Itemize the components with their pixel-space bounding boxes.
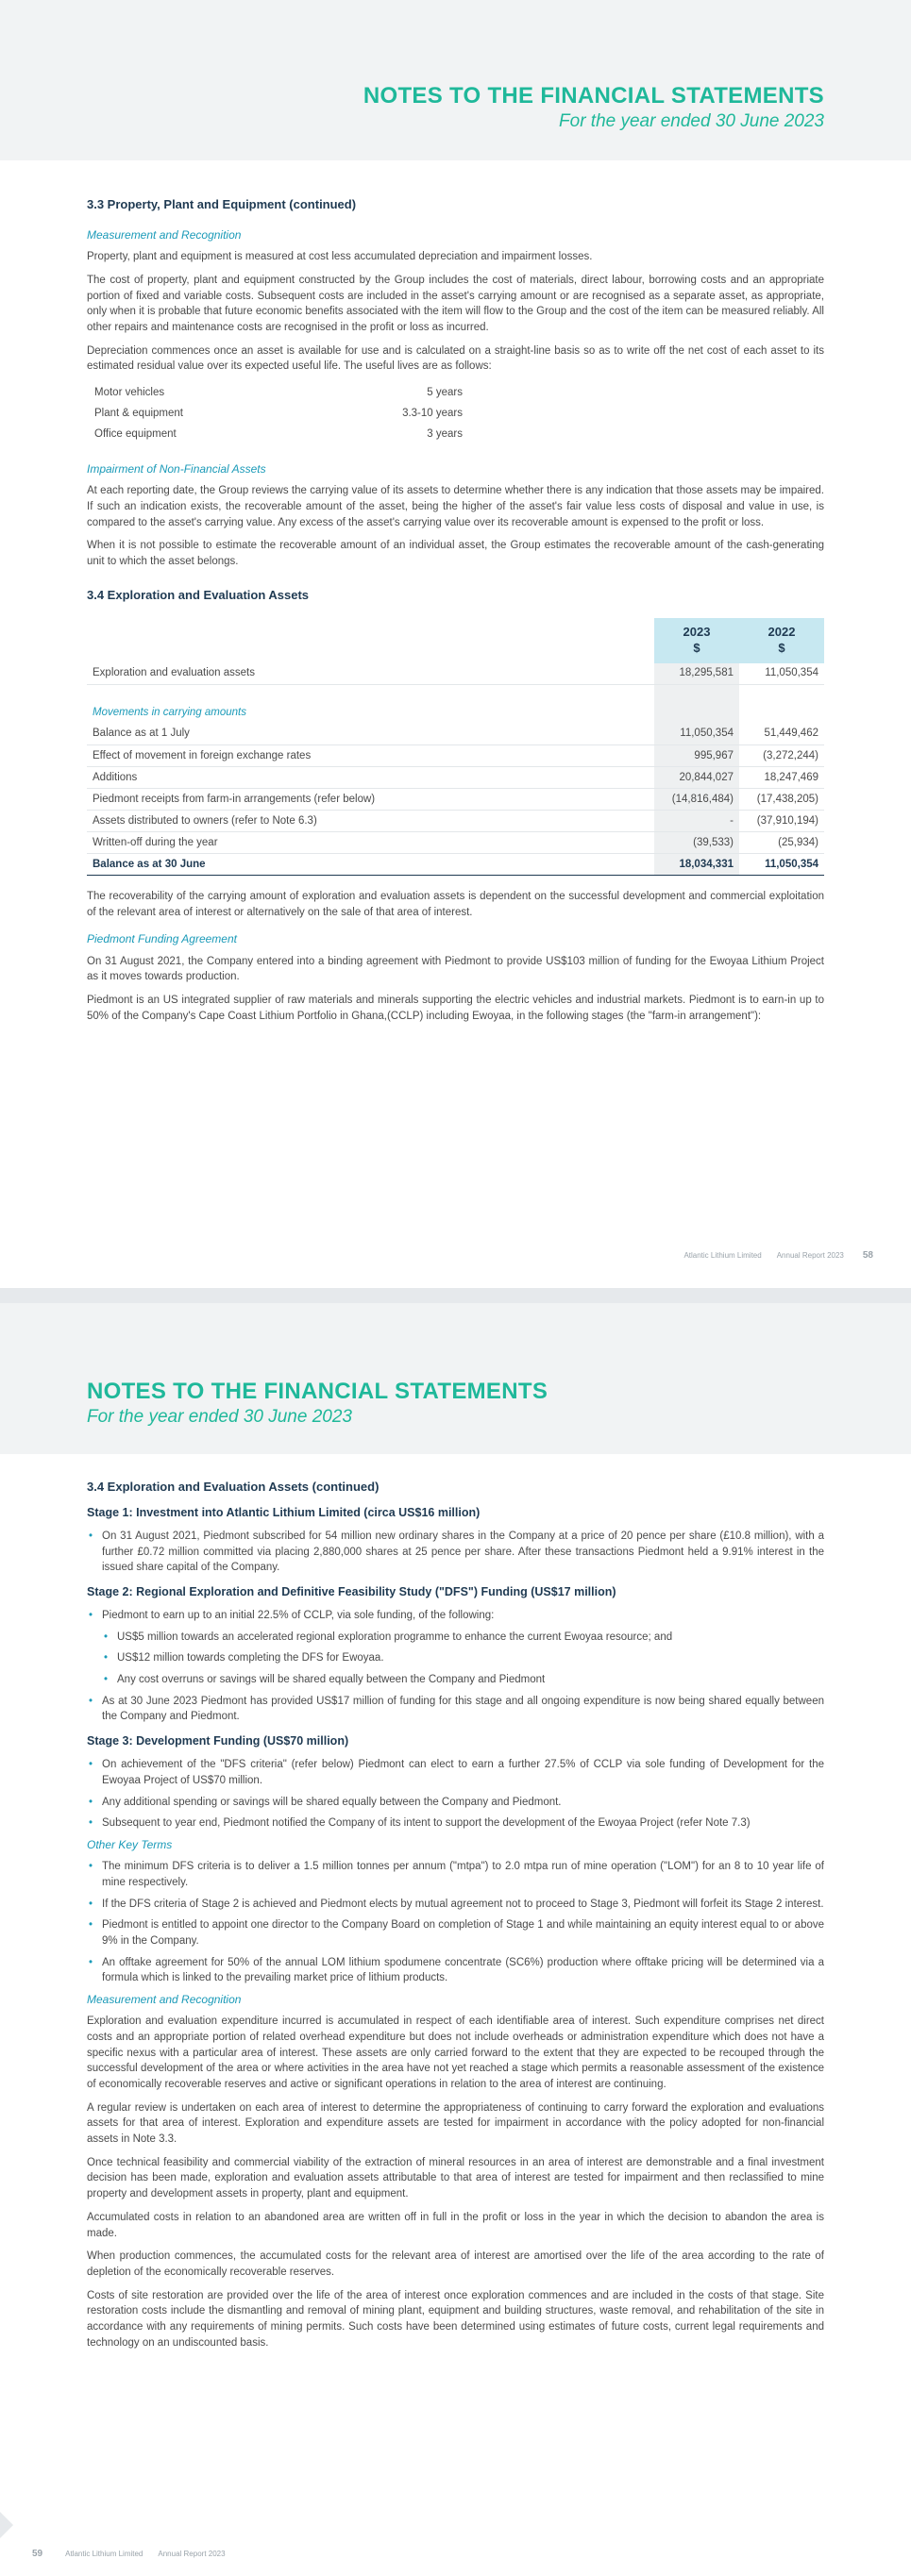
row-label: Balance as at 30 June: [87, 854, 654, 876]
table-row: [87, 811, 824, 832]
value-2022: (37,910,194): [739, 811, 824, 832]
stage3-list: [87, 1757, 824, 1832]
row-label: Additions: [87, 767, 654, 789]
value-2022: (17,438,205): [739, 789, 824, 811]
page-footer: [0, 2540, 911, 2568]
value-2023: 18,034,331: [654, 854, 739, 876]
page-content: [0, 1454, 911, 2350]
list-item: • If the DFS criteria of Stage 2 is achieved and Piedmont elects by mutual agreement not to proceed to Stage 3, Piedmont will forfeit its Stage 2 interest.: [87, 1897, 824, 1913]
table-row: [87, 724, 824, 745]
subheading: Other Key Terms: [87, 1837, 173, 1851]
table-row: [87, 832, 824, 854]
value-2023: -: [654, 811, 739, 832]
stage3-title: Stage 3: Development Funding (US$70 million): [87, 1734, 349, 1748]
asset-class: Office equipment: [94, 427, 177, 440]
section-title: 3.3 Property, Plant and Equipment (continued): [87, 197, 357, 211]
row-label: Exploration and evaluation assets: [87, 663, 654, 685]
corner-marker: [0, 2512, 13, 2538]
footer-company: Atlantic Lithium Limited: [683, 1251, 762, 1260]
value-2022: 11,050,354: [739, 663, 824, 685]
total-row: [87, 854, 824, 876]
stage1-title: Stage 1: Investment into Atlantic Lithium Limited (circa US$16 million): [87, 1505, 481, 1519]
table-header-row: [87, 618, 824, 663]
page-title: NOTES TO THE FINANCIAL STATEMENTS: [87, 1379, 548, 1404]
exploration-assets-table: [87, 618, 824, 877]
paragraph: When it is not possible to estimate the recoverable amount of an individual asset, the Group estimates the recoverable amount of the cash-generating unit to which the asset belongs.: [87, 540, 824, 568]
value-2023: 995,967: [654, 745, 739, 767]
paragraph: A regular review is undertaken on each area of interest to determine the appropriateness of continuing to carry forward the exploration and evaluations assets for that area of interest. Exploration and expenditure assets are tested for impairment in accordance with the policy adopted for non-financial assets in Note 3.3.: [87, 2101, 824, 2146]
row-label: Effect of movement in foreign exchange rates: [87, 745, 654, 767]
table-row: [87, 663, 824, 685]
useful-life-row: [94, 424, 824, 444]
table-row: [87, 789, 824, 811]
footer-company: Atlantic Lithium Limited: [65, 2550, 143, 2559]
page-content: [0, 160, 911, 1024]
paragraph: On 31 August 2021, the Company entered into a binding agreement with Piedmont to provide US$103 million of funding for the Ewoyaa Lithium Project as it moves towards production.: [87, 955, 824, 983]
page-subtitle: For the year ended 30 June 2023: [87, 1406, 352, 1427]
value-2023: (14,816,484): [654, 789, 739, 811]
paragraph: Exploration and evaluation expenditure incurred is accumulated in respect of each identifiable area of interest. Such expenditure comprises net direct costs and an appropriate portion of related overhead expenditure but does not include overheads or administration expenditure which does not have a specific nexus with a particular area of interest. These assets are only carried forward to the extent that they are expected to be recouped through the successful development of the area or where activities in the area have not yet reached a stage which permits a reasonable assessment of the existence of economically recoverable reserves and active or significant operations in relation to the area of interest are continuing.: [87, 2016, 824, 2091]
list-item: • As at 30 June 2023 Piedmont has provided US$17 million of funding for this stage and all ongoing expenditure is now being shared equally between the Company and Piedmont.: [87, 1694, 824, 1725]
list-item: • US$5 million towards an accelerated regional exploration programme to enhance the current Ewoyaa resource; and: [87, 1630, 824, 1646]
subheading: Measurement and Recognition: [87, 1993, 242, 2007]
list-item: • Subsequent to year end, Piedmont notified the Company of its intent to support the development of the Ewoyaa Project (refer Note 7.3): [87, 1815, 824, 1832]
row-label: Piedmont receipts from farm-in arrangements (refer below): [87, 789, 654, 811]
useful-life: 3.3-10 years: [402, 407, 463, 419]
column-2023: 2023 $: [654, 618, 739, 663]
list-item: • An offtake agreement for 50% of the annual LOM lithium spodumene concentrate (SC6%) production where offtake pricing will be determined via a formula which is linked to the prevailing market price of lithium products.: [87, 1955, 824, 1986]
page-title: NOTES TO THE FINANCIAL STATEMENTS: [363, 83, 824, 109]
subheading: Impairment of Non-Financial Assets: [87, 461, 266, 476]
page-header: [0, 0, 911, 160]
page-number: 58: [862, 1250, 873, 1261]
useful-life-row: [94, 403, 824, 424]
asset-class: Motor vehicles: [94, 386, 165, 398]
value-2022: 18,247,469: [739, 767, 824, 789]
stage2-title: Stage 2: Regional Exploration and Definitive Feasibility Study ("DFS") Funding (US$17 million): [87, 1584, 616, 1598]
section-title: 3.4 Exploration and Evaluation Assets (continued): [87, 1480, 380, 1494]
paragraph: Once technical feasibility and commercial viability of the extraction of mineral resources in an area of interest are demonstrable and a final investment decision has been made, exploration and evaluation assets attributable to that area of interest are tested for impairment and then reclassified to mine property and development assets in property, plant and equipment.: [87, 2156, 824, 2200]
page-59: [0, 1288, 911, 2576]
list-item: • The minimum DFS criteria is to deliver a 1.5 million tonnes per annum ("mtpa") to 2.0 mtpa run of mine operation ("LOM") for an 8 to 10 year life of mine respectively.: [87, 1859, 824, 1890]
asset-class: Plant & equipment: [94, 407, 183, 419]
useful-life: 3 years: [427, 427, 463, 440]
list-item: • Any additional spending or savings will be shared equally between the Company and Piedmont.: [87, 1795, 824, 1811]
paragraph: The recoverability of the carrying amount of exploration and evaluation assets is dependent on the successful development and commercial exploitation of the relevant area of interest or alternatively on the sale of that area of interest.: [87, 891, 824, 918]
row-label: Assets distributed to owners (refer to Note 6.3): [87, 811, 654, 832]
movements-heading: Movements in carrying amounts: [93, 706, 246, 718]
row-label: Balance as at 1 July: [87, 724, 654, 745]
list-item: • Any cost overruns or savings will be shared equally between the Company and Piedmont: [87, 1672, 824, 1688]
value-2023: (39,533): [654, 832, 739, 854]
paragraph: At each reporting date, the Group reviews the carrying value of its assets to determine whether there is any indication that those assets may be impaired. If such an indication exists, the recoverable amount of the asset, being the higher of the asset's fair value less costs of disposal and value in use, is compared to the asset's carrying value. Any excess of the asset's carrying value over its recoverable amount is expensed to the profit or loss.: [87, 485, 824, 528]
subheading: Piedmont Funding Agreement: [87, 932, 237, 946]
useful-life: 5 years: [427, 386, 463, 398]
paragraph: Accumulated costs in relation to an abandoned area are written off in full in the profit or loss in the year in which the decision to abandon the area is made.: [87, 2211, 824, 2239]
other-terms-list: [87, 1859, 824, 1986]
row-label: Written-off during the year: [87, 832, 654, 854]
page-number: 59: [32, 2548, 43, 2559]
paragraph: Piedmont is an US integrated supplier of raw materials and minerals supporting the electric vehicles and industrial markets. Piedmont is to earn-in up to 50% of the Company's Cape Coast Lithium Portfolio in Ghana,(CCLP) including Ewoyaa, in the following stages (the "farm-in arrangement"):: [87, 995, 824, 1022]
value-2022: (3,272,244): [739, 745, 824, 767]
list-item: • Piedmont is entitled to appoint one director to the Company Board on completion of Stage 1 and while maintaining an equity interest equal to or above 9% in the Company.: [87, 1917, 824, 1949]
paragraph: Property, plant and equipment is measured at cost less accumulated depreciation and impairment losses.: [87, 251, 593, 263]
value-2022: (25,934): [739, 832, 824, 854]
list-item: • On achievement of the "DFS criteria" (refer below) Piedmont can elect to earn a further 27.5% of CCLP via sole funding of Development for the Ewoyaa Project of US$70 million.: [87, 1757, 824, 1788]
subheading: Measurement and Recognition: [87, 227, 242, 242]
value-2022: 51,449,462: [739, 724, 824, 745]
paragraph: Depreciation commences once an asset is available for use and is calculated on a straight-line basis so as to write off the net cost of each asset to its estimated residual value over its expected useful life. The useful lives are as follows:: [87, 344, 824, 373]
movements-heading-row: [87, 702, 824, 724]
value-2023: 18,295,581: [654, 663, 739, 685]
value-2023: 20,844,027: [654, 767, 739, 789]
list-item: • Piedmont to earn up to an initial 22.5% of CCLP, via sole funding, of the following:: [87, 1608, 824, 1624]
value-2022: 11,050,354: [739, 854, 824, 876]
table-row: [87, 745, 824, 767]
footer-report: Annual Report 2023: [158, 2550, 226, 2559]
paragraph: The cost of property, plant and equipment constructed by the Group includes the cost of materials, direct labour, borrowing costs and an appropriate portion of fixed and variable costs. Subsequent costs are included in the asset's carrying amount or are recognised as a separate asset, as appropriate, only when it is probable that future economic benefits associated with the item will flow to the Group and the cost of the item can be measured reliably. All other repairs and maintenance costs are recognised in the profit or loss as incurred.: [87, 274, 824, 333]
paragraph: Costs of site restoration are provided over the life of the area of interest once exploration commences and are included in the costs of that stage. Site restoration costs include the dismantling and removal of mining plant, equipment and building structures, waste removal, and rehabilitation of the site in accordance with any requirements of mining permits. Such costs have been determined using estimates of future costs, current legal requirements and technology on an undiscounted basis.: [87, 2289, 824, 2349]
list-item: • On 31 August 2021, Piedmont subscribed for 54 million new ordinary shares in the Company at a price of 20 pence per share (£10.8 million), with a further £0.72 million committed via placing 2,880,000 shares at 25 pence per share. After these transactions Piedmont held a 9.91% interest in the issued share capital of the Company.: [87, 1529, 824, 1576]
footer-report: Annual Report 2023: [776, 1251, 844, 1260]
list-item: • US$12 million towards completing the DFS for Ewoyaa.: [87, 1650, 824, 1666]
page-subtitle: For the year ended 30 June 2023: [559, 110, 824, 131]
value-2023: 11,050,354: [654, 724, 739, 745]
stage1-list: [87, 1529, 824, 1576]
section-title: 3.4 Exploration and Evaluation Assets: [87, 587, 310, 602]
paragraph: When production commences, the accumulated costs for the relevant area of interest are amortised over the life of the area according to the rate of depletion of the economically recoverable reserves.: [87, 2250, 824, 2278]
page-footer: [0, 1241, 911, 1288]
useful-lives-list: [94, 382, 824, 444]
table-row: [87, 767, 824, 789]
stage2-list: [87, 1608, 824, 1725]
page-header: [0, 1303, 911, 1454]
useful-life-row: [94, 382, 824, 403]
column-2022: 2022 $: [739, 618, 824, 663]
